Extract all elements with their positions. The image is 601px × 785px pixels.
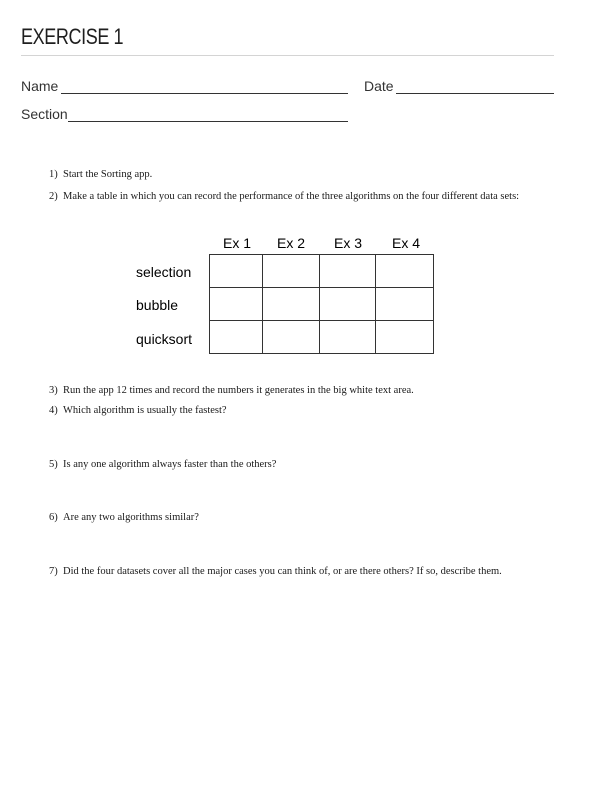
question-7 — [49, 565, 556, 593]
question-3 — [49, 384, 556, 398]
question-number: 3) — [49, 385, 58, 396]
question-5 — [49, 458, 556, 472]
name-field[interactable] — [61, 93, 348, 94]
table-cell[interactable] — [375, 254, 434, 288]
name-label: Name — [21, 78, 59, 94]
question-number: 5) — [49, 459, 58, 470]
row-header-bubble: bubble — [136, 297, 179, 313]
table-cell[interactable] — [262, 320, 320, 354]
column-header-ex1: Ex 1 — [222, 235, 251, 251]
row-header-selection: selection — [136, 264, 192, 280]
question-text: Which algorithm is usually the fastest? — [63, 405, 227, 416]
performance-table — [130, 235, 440, 357]
question-number: 2) — [49, 191, 58, 202]
question-6 — [49, 511, 556, 525]
section-label: Section — [21, 106, 68, 122]
question-number: 7) — [49, 566, 58, 577]
table-cell[interactable] — [375, 320, 434, 354]
question-text: Are any two algorithms similar? — [63, 512, 199, 523]
table-cell[interactable] — [319, 287, 376, 321]
column-header-ex2: Ex 2 — [276, 235, 305, 251]
table-cell[interactable] — [262, 254, 320, 288]
question-number: 1) — [49, 169, 58, 180]
question-text: Make a table in which you can record the performance of the three algorithms on the four different data sets: — [63, 191, 520, 202]
table-cell[interactable] — [209, 320, 263, 354]
row-header-quicksort: quicksort — [136, 331, 193, 347]
title-divider — [21, 55, 554, 56]
question-text: Is any one algorithm always faster than the others? — [63, 459, 277, 470]
date-field[interactable] — [396, 93, 554, 94]
section-field[interactable] — [68, 121, 348, 122]
question-number: 4) — [49, 405, 58, 416]
date-label: Date — [364, 78, 394, 94]
column-header-ex3: Ex 3 — [333, 235, 362, 251]
question-text: Run the app 12 times and record the numbers it generates in the big white text area. — [63, 385, 414, 396]
question-number: 6) — [49, 512, 58, 523]
table-cell[interactable] — [319, 320, 376, 354]
table-cell[interactable] — [319, 254, 376, 288]
question-2 — [49, 190, 556, 218]
table-cell[interactable] — [209, 287, 263, 321]
page-title: EXERCISE 1 — [21, 24, 124, 49]
table-cell[interactable] — [209, 254, 263, 288]
section-row — [21, 106, 561, 126]
question-1 — [49, 168, 556, 182]
table-cell[interactable] — [375, 287, 434, 321]
table-cell[interactable] — [262, 287, 320, 321]
name-date-row — [21, 78, 561, 98]
question-4 — [49, 404, 556, 418]
column-header-ex4: Ex 4 — [391, 235, 420, 251]
question-text: Start the Sorting app. — [63, 169, 153, 180]
question-text: Did the four datasets cover all the major cases you can think of, or are there others? If so, describe them. — [63, 566, 502, 577]
